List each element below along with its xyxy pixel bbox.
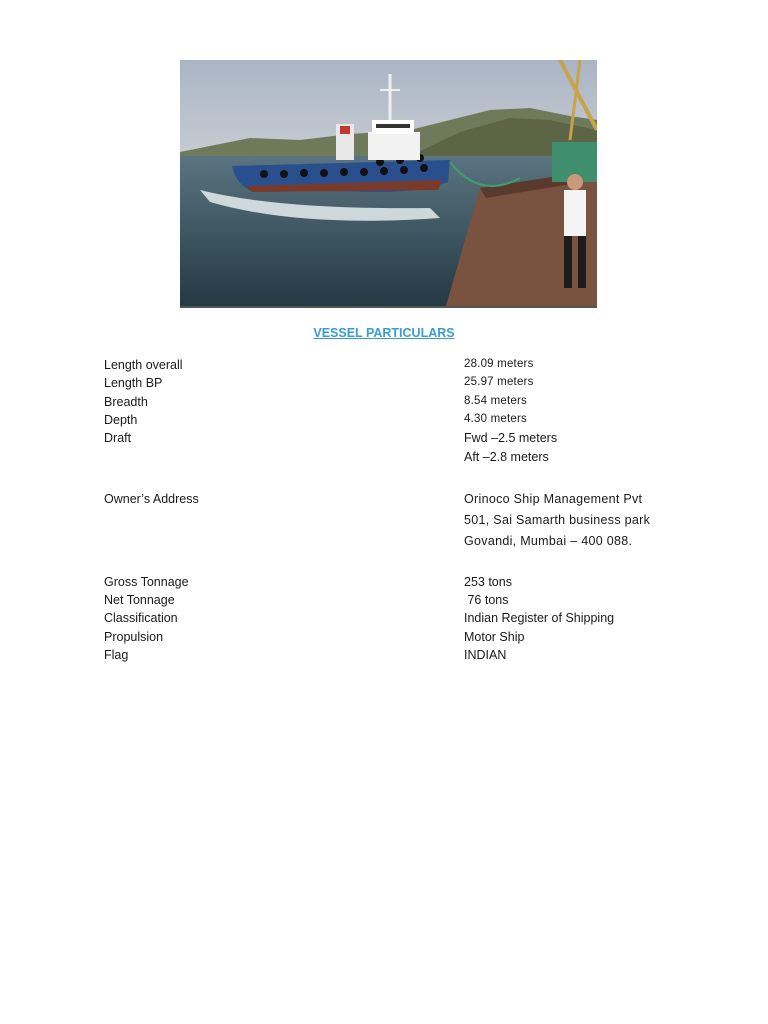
- owner-row: [104, 492, 684, 510]
- depth-value: 4.30 meters: [464, 413, 527, 425]
- breadth-row: [104, 395, 684, 413]
- gross-tonnage-label: Gross Tonnage: [104, 575, 189, 589]
- net-tonnage-row: [104, 593, 684, 611]
- gross-tonnage-value: 253 tons: [464, 575, 512, 589]
- classification-value: Indian Register of Shipping: [464, 611, 615, 625]
- length-overall-row: [104, 358, 684, 376]
- owner-line-2-row: [104, 513, 684, 531]
- section-heading: VESSEL PARTICULARS: [313, 326, 455, 340]
- length-overall-value: 28.09 meters: [464, 358, 534, 370]
- net-tonnage-value: 76 tons: [464, 593, 509, 607]
- length-bp-row: [104, 376, 684, 394]
- owner-line-2: 501, Sai Samarth business park: [464, 513, 651, 527]
- classification-row: [104, 611, 684, 629]
- net-tonnage-label: Net Tonnage: [104, 593, 175, 607]
- length-bp-label: Length BP: [104, 376, 163, 390]
- flag-label: Flag: [104, 648, 129, 662]
- propulsion-row: [104, 630, 684, 648]
- length-overall-label: Length overall: [104, 358, 183, 372]
- propulsion-value: Motor Ship: [464, 630, 525, 644]
- flag-row: [104, 648, 684, 666]
- draft-row: [104, 431, 684, 449]
- owner-line-1: Orinoco Ship Management Pvt: [464, 492, 643, 506]
- photo-underline: [180, 306, 597, 308]
- draft-aft-value: Aft –2.8 meters: [464, 450, 549, 464]
- gross-tonnage-row: [104, 575, 684, 593]
- owner-line-3: Govandi, Mumbai – 400 088.: [464, 534, 633, 548]
- breadth-label: Breadth: [104, 395, 148, 409]
- vessel-photo: [180, 60, 597, 306]
- draft-aft-row: [104, 450, 684, 468]
- vessel-photo-image: [180, 60, 597, 306]
- length-bp-value: 25.97 meters: [464, 376, 534, 388]
- draft-label: Draft: [104, 431, 132, 445]
- propulsion-label: Propulsion: [104, 630, 164, 644]
- breadth-value: 8.54 meters: [464, 395, 527, 407]
- draft-fwd-value: Fwd –2.5 meters: [464, 431, 558, 445]
- owner-label: Owner’s Address: [104, 492, 199, 506]
- depth-row: [104, 413, 684, 431]
- depth-label: Depth: [104, 413, 138, 427]
- classification-label: Classification: [104, 611, 178, 625]
- owner-line-3-row: [104, 534, 684, 552]
- flag-value: INDIAN: [464, 648, 507, 662]
